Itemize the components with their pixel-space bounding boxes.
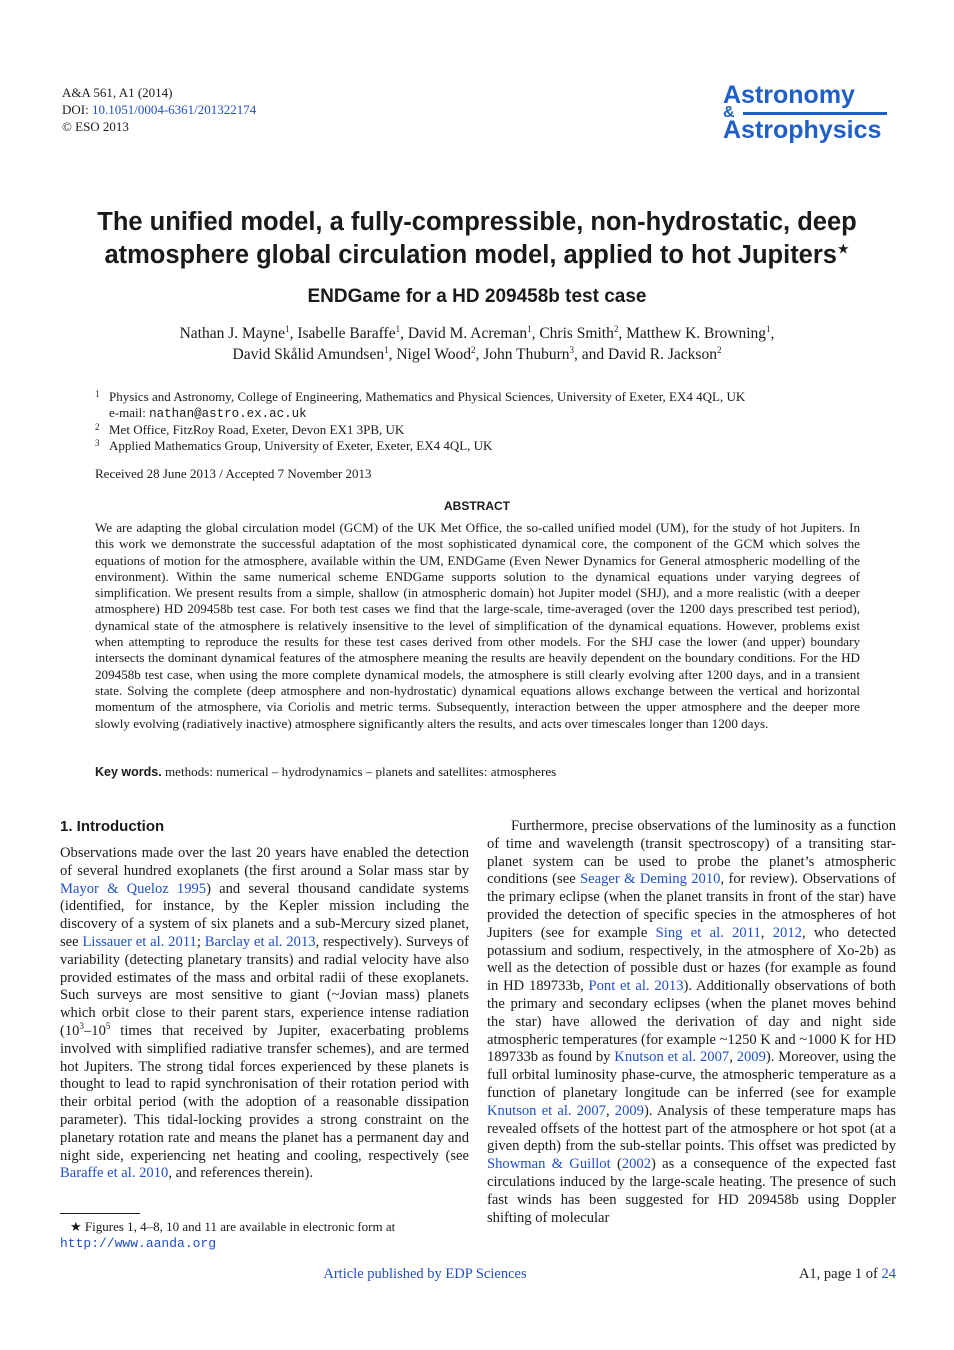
ref-link[interactable]: Pont et al. 2013 [588, 978, 684, 995]
doi-link[interactable]: 10.1051/0004-6361/201322174 [91, 102, 257, 117]
ref-link[interactable]: Barclay et al. 2013 [204, 933, 316, 950]
intro-paragraph-1: Observations made over the last 20 years have enabled the detection of several hundred exoplanets (the first around a Solar mass star by Mayor & Queloz 1995) and several thousand candidate systems (identified, for instance, by the Kepler mission including the discovery of a system of six planets and a sub-Mercury sized planet, see Lissauer et al. 2011; Barclay et al. 2013, respectively). Surveys of variability (detecting planetary transits) and radial velocity have also provided estimates of the mass and orbital radii of these exoplanets. Such surveys are most sensitive to giant (~Jovian mass) planets which orbit close to their parent stars, experience intense radiation ($10^3-10^5$ times that received by Jupiter, exacerbating problems involved with simplified radiative transfer schemes), and are termed hot Jupiters. The strong tidal forces experienced by these planets is thought to lead to rapid synchronisation of their rotation period with their orbital period (with the adoption of a reasonable dissipation parameter). This tidal-locking provides a strong constraint on the planetary rotation rate and means the planet has a permanent day and night side, experiencing net heating and cooling, respectively (see Baraffe et al. 2010, and references therein). [60, 845, 469, 1182]
author-affiliation-mark: 1 [395, 323, 401, 334]
ref-link[interactable]: 2012 [772, 924, 802, 941]
author-affiliation-mark: 1 [766, 323, 771, 334]
ref-link[interactable]: Knutson et al. 2007 [487, 1102, 606, 1119]
ref-link[interactable]: Showman & Guillot [487, 1156, 611, 1173]
author-name: Nathan J. Mayne [179, 325, 286, 342]
abstract-heading: ABSTRACT [444, 499, 510, 513]
author-name: Isabelle Baraffe [297, 325, 396, 342]
citation: A&A 561, A1 (2014) [62, 85, 173, 100]
doi-line [62, 101, 256, 118]
ref-link[interactable]: Lissauer et al. 2011 [82, 933, 197, 950]
footnote [60, 1219, 469, 1252]
logo-ampersand: & [721, 108, 896, 118]
footnote-star: ★ [70, 1219, 82, 1234]
author-affiliation-mark: 2 [471, 344, 476, 355]
ref-link[interactable]: 2009 [736, 1049, 766, 1066]
affiliations [95, 389, 855, 453]
ref-link[interactable]: Knutson et al. 2007 [614, 1049, 730, 1066]
affiliation-3: 3 Applied Mathematics Group, University of Exeter, Exeter, EX4 4QL, UK [95, 437, 493, 453]
page-number: A1, page 1 of 24 [798, 1266, 896, 1282]
footnote-url-link[interactable]: http://www.aanda.org [60, 1236, 217, 1251]
footer-publisher [0, 1266, 850, 1283]
left-column [60, 818, 469, 1183]
author-affiliation-mark: 1 [384, 344, 389, 355]
author-name: Matthew K. Browning [626, 325, 767, 342]
author-affiliation-mark: 2 [613, 323, 619, 334]
section-heading-introduction: 1. Introduction [60, 818, 165, 835]
author-affiliation-mark: 2 [716, 344, 722, 355]
ref-link[interactable]: Sing et al. 2011 [655, 924, 761, 941]
footnote-text: Figures 1, 4–8, 10 and 11 are available in electronic form at [81, 1219, 396, 1234]
ref-link[interactable]: 2009 [614, 1102, 644, 1119]
keywords-text: methods: numerical – hydrodynamics – planets and satellites: atmospheres [161, 764, 557, 779]
author-name: David R. Jackson [608, 346, 717, 363]
copyright: © ESO 2013 [62, 119, 129, 134]
keywords-label: Key words. [95, 765, 162, 779]
doi-label: DOI: [62, 102, 92, 117]
logo-line2: Astrophysics [723, 116, 882, 144]
journal-logo [721, 82, 896, 142]
ref-link[interactable]: Baraffe et al. 2010 [60, 1165, 169, 1182]
citation-block [62, 84, 256, 135]
footnote-divider [60, 1213, 140, 1214]
received-dates: Received 28 June 2013 / Accepted 7 November 2013 [95, 466, 372, 481]
ref-link[interactable]: 2002 [621, 1156, 652, 1173]
page-total-link[interactable]: 24 [881, 1266, 896, 1282]
title-footnote-star[interactable]: ★ [836, 240, 850, 257]
affiliation-2: 2 Met Office, FitzRoy Road, Exeter, Devon EX1 3PB, UK [95, 422, 405, 437]
paper-subtitle: ENDGame for a HD 209458b test case [307, 286, 647, 307]
author-name: John Thuburn [483, 346, 570, 363]
author-affiliation-mark: 1 [527, 323, 532, 334]
author-name: Nigel Wood [396, 346, 472, 363]
publisher-link[interactable]: Article published by EDP Sciences [323, 1266, 527, 1282]
right-column [487, 818, 896, 1227]
author-list: Nathan J. Mayne$^1$, Isabelle Baraffe$^1$, David M. Acreman$^1$, Chris Smith$^2$, Matthew K. Browning$^1$, David Skålid Amundsen$^1$, Nigel Wood$^2$, John Thuburn$^3$, and David R. Jackson$^2$ [179, 323, 775, 363]
abstract-text: We are adapting the global circulation model (GCM) of the UK Met Office, the so-called unified model (UM), for the study of hot Jupiters. In this work we demonstrate the successful adaptation of the most sophisticated dynamical core, the component of the GCM which solves the equations of motion for the atmosphere, available within the UM, ENDGame (Even Newer Dynamics for General atmospheric modelling of the environment). Within the same numerical scheme ENDGame supports solution to the dynamical equations under varying degrees of simplification. We present results from a simple, shallow (in atmospheric domain) hot Jupiter model (SHJ), and a more realistic (with a deeper atmosphere) HD 209458b test case. For both test cases we find that the large-scale, time-averaged (over the 1200 days prescribed test period), dynamical state of the atmosphere is relatively insensitive to the level of simplification of the dynamical equations. However, problems exist when attempting to reproduce the results for these test cases derived from other models. For the SHJ case the lower (and upper) boundary intersects the dominant dynamical features of the atmosphere meaning the results are heavily dependent on the boundary conditions. For the HD 209458b test case, when using the more complete dynamical models, the atmosphere is still clearly evolving after 1200 days, and in a transient state. Solving the complete (deep atmosphere and non-hydrostatic) dynamical equations allows exchange between the vertical and horizontal momentum of the atmosphere, via Coriolis and metric terms. Subsequently, interaction between the upper atmosphere and the deeper more slowly evolving (radiatively inactive) atmosphere significantly alters the results, and acts over timescales longer than 1200 days. [95, 520, 860, 731]
title-line1: The unified model, a fully-compressible, non-hydrostatic, deep [97, 208, 857, 236]
affiliation-1: 1 Physics and Astronomy, College of Engineering, Mathematics and Physical Sciences, University of Exeter, EX4 4QL, UK e-mail: nathan@astro.ex.ac.uk [95, 389, 746, 421]
author-name: David M. Acreman [407, 325, 528, 342]
title-line2: atmosphere global circulation model, applied to hot Jupiters★ [104, 240, 850, 269]
author-name: David Skålid Amundsen [232, 346, 385, 363]
author-affiliation-mark: 3 [569, 344, 575, 355]
logo-line1: Astronomy [723, 81, 855, 109]
author-email[interactable]: nathan@astro.ex.ac.uk [149, 406, 307, 421]
author-name: Chris Smith [539, 325, 614, 342]
logo-rule [743, 112, 887, 115]
paper-title [60, 206, 894, 272]
intro-paragraph-2: Furthermore, precise observations of the luminosity as a function of time and wavelength (transit spectroscopy) of a transiting star-planet system can be used to probe the planet’s atmospheric conditions (see Seager & Deming 2010, for review). Observations of the primary eclipse (when the planet transits in front of the star) have provided the detection of specific species in the atmospheres of hot Jupiters (see for example Sing et al. 2011, 2012, who detected potassium and sodium, respectively, in the atmosphere of Xo-2b) as well as the detection of possible dust or hazes (for example as found in HD 189733b, Pont et al. 2013). Additionally observations of both the primary and secondary eclipses (when the planet moves behind the star) have allowed the derivation of day and night side atmospheric temperatures (for example ~1250 K and ~1000 K for HD 189733b as found by Knutson et al. 2007, 2009). Moreover, using the full orbital luminosity phase-curve, the atmospheric temperature as a function of planetary longitude can be inferred (see for example Knutson et al. 2007, 2009). Analysis of these temperature maps has revealed offsets of the hottest part of the atmosphere or hot spot (at a given depth) from the sub-stellar points. This offset was predicted by Showman & Guillot (2002) as a consequence of the expected fast circulations induced by the large-scale heating. The presence of such fast winds has been suggested for HD 209458b using Doppler shifting of molecular [487, 818, 897, 1226]
ref-link[interactable]: Mayor & Queloz 1995 [60, 880, 207, 897]
ref-link[interactable]: Seager & Deming 2010 [580, 871, 721, 888]
keywords [95, 764, 860, 780]
author-affiliation-mark: 1 [285, 323, 290, 334]
